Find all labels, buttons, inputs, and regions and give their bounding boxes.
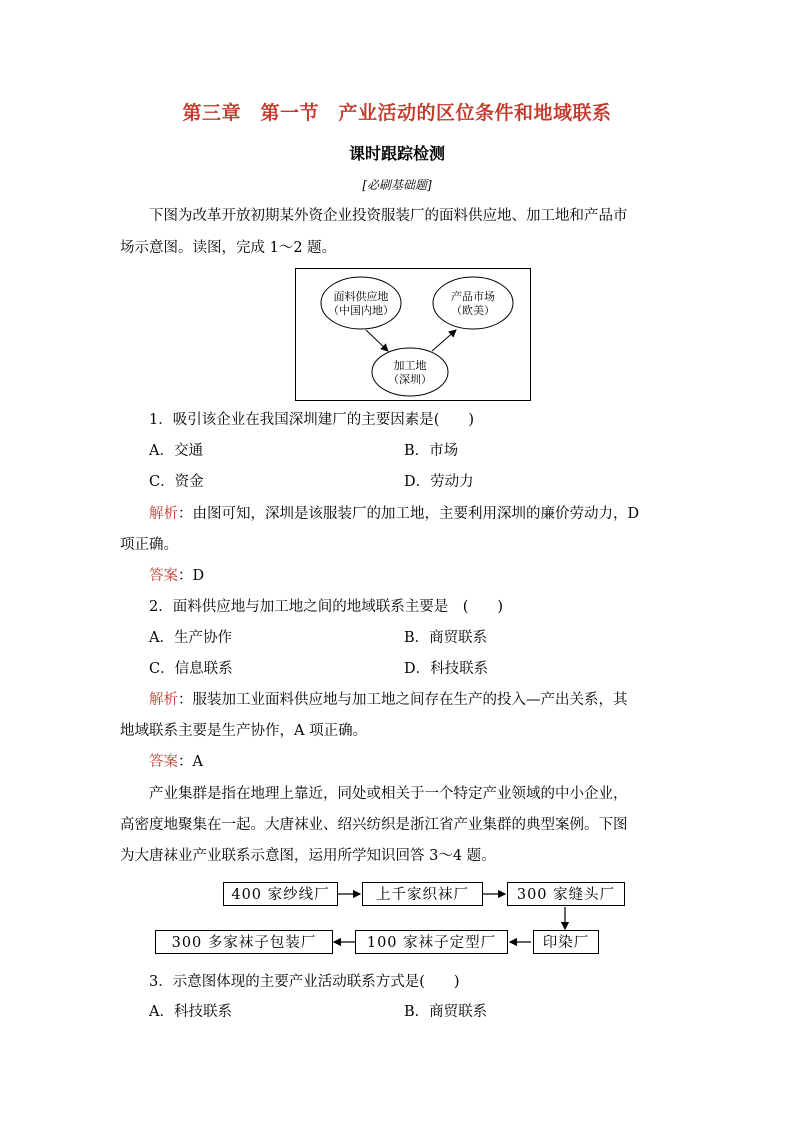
q1-analysis-line2: 项正确。: [120, 537, 178, 553]
process-name: 加工地: [393, 359, 427, 372]
q2-answer-label: 答案: [149, 754, 178, 770]
supply-location: （中国内地）: [328, 304, 394, 317]
q1-analysis-label: 解析: [149, 506, 178, 522]
q3-option-a: A．科技联系: [149, 1004, 232, 1020]
q2-option-b: B．商贸联系: [404, 630, 488, 646]
q1-option-b: B．市场: [404, 443, 459, 459]
q2-answer-value: ：A: [178, 754, 203, 770]
q1-analysis-line1: [149, 504, 639, 524]
arrow-supply-to-process: [366, 330, 388, 351]
q2-option-c: C．信息联系: [149, 661, 233, 677]
flow-box-yarn: 400 家纱线厂: [223, 882, 338, 906]
q1-stem: 1．吸引该企业在我国深圳建厂的主要因素是( ): [149, 412, 475, 428]
q2-option-d: D．科技联系: [404, 661, 489, 677]
q2-analysis-line2: 地域联系主要是生产协作，A 项正确。: [120, 723, 368, 739]
arrow-process-to-market: [432, 330, 456, 351]
q1-answer: [149, 566, 204, 586]
intro2-line1: 产业集群是指在地理上靠近，同处或相关于一个特定产业领域的中小企业，: [149, 786, 628, 802]
q2-answer: [149, 752, 203, 772]
page-title: 第三章 第一节 产业活动的区位条件和地域联系: [182, 102, 612, 124]
market-location: （欧美）: [451, 304, 495, 317]
q1-analysis-text: ：由图可知，深圳是该服装厂的加工地，主要利用深圳的廉价劳动力，D: [178, 506, 640, 522]
q2-stem: 2．面料供应地与加工地之间的地域联系主要是 ( ): [149, 599, 504, 615]
industry-flow-diagram: [155, 875, 635, 955]
intro1-line2: 场示意图。读图，完成 1～2 题。: [120, 240, 337, 256]
q1-option-d: D．劳动力: [404, 474, 474, 490]
flow-box-packaging: 300 多家袜子包装厂: [155, 930, 333, 954]
supply-label: [321, 290, 401, 318]
q2-analysis-line1: [149, 690, 628, 710]
supply-name: 面料供应地: [333, 290, 389, 303]
q1-option-a: A．交通: [149, 443, 203, 459]
supply-chain-diagram: [295, 268, 531, 401]
flow-box-sewing: 300 家缝头厂: [507, 882, 625, 906]
flow-box-weaving: 上千家织袜厂: [362, 882, 483, 906]
q3-stem: 3．示意图体现的主要产业活动联系方式是( ): [149, 974, 460, 990]
flow-box-dyeing: 印染厂: [533, 930, 599, 954]
page-subtitle: 课时跟踪检测: [348, 144, 445, 163]
process-label: [372, 359, 448, 387]
process-location: （深圳）: [388, 373, 432, 386]
intro2-line3: 为大唐袜业产业联系示意图，运用所学知识回答 3～4 题。: [120, 848, 496, 864]
market-name: 产品市场: [451, 290, 495, 303]
section-tag: [必刷基础题]: [362, 178, 432, 192]
q2-analysis-label: 解析: [149, 692, 178, 708]
q1-answer-label: 答案: [149, 568, 178, 584]
q2-analysis-text: ：服装加工业面料供应地与加工地之间存在生产的投入—产出关系，其: [178, 692, 628, 708]
q2-option-a: A．生产协作: [149, 630, 232, 646]
flow-box-shaping: 100 家袜子定型厂: [355, 930, 508, 954]
q3-option-b: B．商贸联系: [404, 1004, 488, 1020]
q1-option-c: C．资金: [149, 474, 204, 490]
q1-answer-value: ：D: [178, 568, 205, 584]
intro1-line1: 下图为改革开放初期某外资企业投资服装厂的面料供应地、加工地和产品市: [149, 208, 628, 224]
intro2-line2: 高密度地聚集在一起。大唐袜业、绍兴纺织是浙江省产业集群的典型案例。下图: [120, 817, 628, 833]
market-label: [433, 290, 513, 318]
